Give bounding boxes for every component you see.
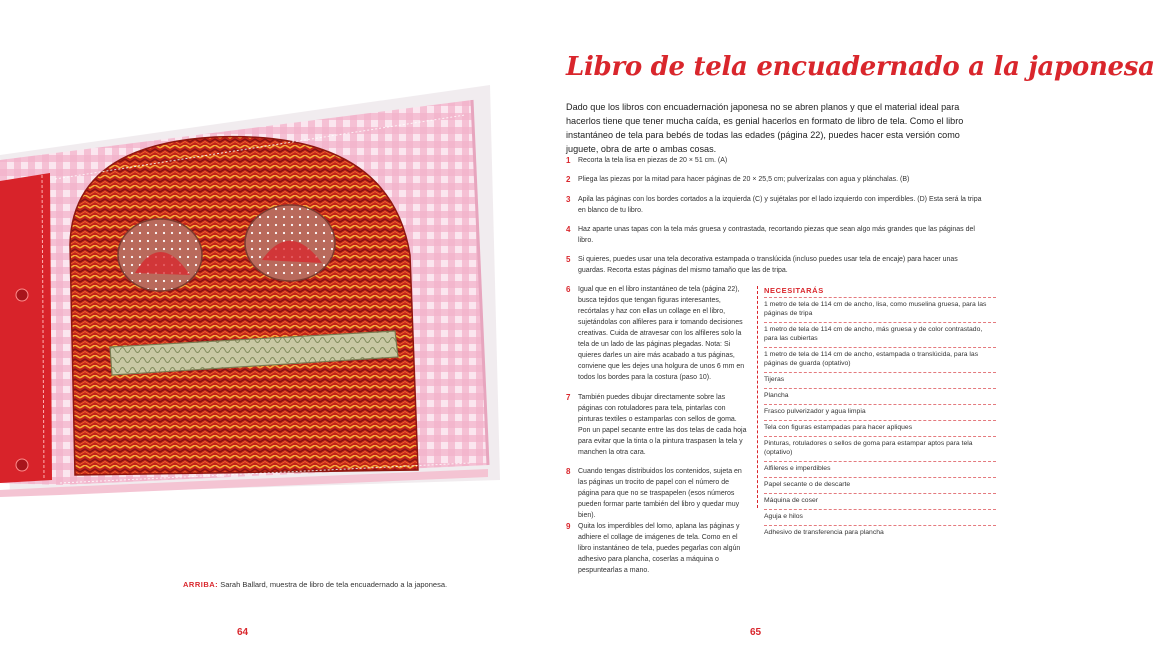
step-number: 7 (566, 393, 571, 402)
materials-item: Papel secante o de descarte (764, 477, 996, 493)
step-9 (566, 521, 751, 576)
step-1 (566, 155, 986, 166)
materials-item: Máquina de coser (764, 493, 996, 509)
right-page (500, 0, 1155, 670)
materials-item: Plancha (764, 388, 996, 404)
step-4 (566, 224, 986, 246)
step-3 (566, 194, 986, 216)
materials-item: 1 metro de tela de 114 cm de ancho, lisa, como muselina gruesa, para las páginas de tripa (764, 297, 996, 322)
materials-heading: NECESITARÁS (764, 286, 824, 295)
step-text: Cuando tengas distribuidos los contenidos, sujeta en las páginas un trocito de papel con el número de página para que no se traspapelen (esos números pueden formar parte también del libro y quedar muy bien). (578, 468, 742, 519)
step-5 (566, 254, 986, 276)
step-text: Igual que en el libro instantáneo de tela (página 22), busca tejidos que tengan figuras interesantes, recórtalas y haz con ellas un collage en el libro, sujetándolas con alfileres para ir tomando decisiones creativas. Cuida de atravesar con los alfileres solo la tela de un lado de las páginas plegadas. Nota: Si quieres darles un aire más acabado a tus páginas, conviene que les dejes una holgura de unos 6 mm en todos los bordes para la costura (paso 10). (578, 286, 745, 381)
step-number: 2 (566, 175, 571, 184)
materials-item: Pinturas, rotuladores o sellos de goma para estampar aptos para tela (optativo) (764, 436, 996, 461)
step-text: Recorta la tela lisa en piezas de 20 × 51 cm. (A) (578, 157, 728, 164)
materials-item: 1 metro de tela de 114 cm de ancho, estampada o translúcida, para las páginas de guarda (optativo) (764, 347, 996, 372)
step-text: También puedes dibujar directamente sobre las páginas con rotuladores para tela, pintarlas con pinturas textiles o estamparlas con sellos de goma. Pon un papel secante entre las dos telas de cada hoja para evitar que la tinta o la pintura traspasen la tela y manchen la otra cara. (578, 394, 747, 456)
step-text: Quita los imperdibles del lomo, aplana las páginas y adhiere el collage de imágenes de tela. Como en el libro instantáneo de tela, puedes pegarlas con algún adhesivo para plancha, coserlas a máquina o pespuntearlas a mano. (578, 523, 741, 574)
materials-item: Alfileres e imperdibles (764, 461, 996, 477)
step-text: Apila las páginas con los bordes cortados a la izquierda (C) y sujétalas por el lado izquierdo con imperdibles. (D) Esta será la tripa en blanco de tu libro. (578, 196, 982, 214)
step-2 (566, 174, 986, 185)
step-8 (566, 466, 751, 521)
step-number: 1 (566, 156, 571, 165)
materials-item: Tijeras (764, 372, 996, 388)
step-number: 5 (566, 255, 571, 264)
step-text: Si quieres, puedes usar una tela decorativa estampada o translúcida (incluso puedes usar tela de encaje) para hacer unas guardas. Recorta estas páginas del mismo tamaño que las de tripa. (578, 256, 958, 274)
materials-list (764, 286, 996, 541)
materials-item: Aguja e hilos (764, 509, 996, 525)
intro-paragraph: Dado que los libros con encuadernación japonesa no se abren planos y que el material ideal para hacerlos tiene que tener mucha caída, es genial hacerlos en formato de libro de tela. Como el libro instantáneo de tela para bebés de todas las edades (página 22), puedes hacer esta versión como juguete, obra de arte o ambas cosas. (566, 102, 964, 154)
caption-lead: ARRIBA: (183, 580, 219, 589)
step-number: 3 (566, 195, 571, 204)
step-number: 4 (566, 225, 571, 234)
step-number: 9 (566, 522, 571, 531)
page-title: Libro de tela encuadernado a la japonesa (566, 52, 1155, 82)
photo-caption (183, 580, 447, 589)
materials-item: 1 metro de tela de 114 cm de ancho, más gruesa y de color contrastado, para las cubiertas (764, 322, 996, 347)
page-number-right: 65 (750, 627, 762, 638)
step-7 (566, 392, 751, 458)
page-number-left: 64 (237, 627, 249, 638)
caption-text: Sarah Ballard, muestra de libro de tela encuadernado a la japonesa. (218, 580, 448, 589)
needs-divider (757, 286, 758, 508)
step-number: 8 (566, 467, 571, 476)
fabric-book-photo (0, 85, 500, 575)
step-6 (566, 284, 751, 383)
step-text: Pliega las piezas por la mitad para hacer páginas de 20 × 25,5 cm; pulverízalas con agua y plánchalas. (B) (578, 176, 910, 183)
step-number: 6 (566, 285, 571, 294)
materials-item: Tela con figuras estampadas para hacer apliques (764, 420, 996, 436)
materials-item: Frasco pulverizador y agua limpia (764, 404, 996, 420)
step-text: Haz aparte unas tapas con la tela más gruesa y contrastada, recortando piezas que sean algo más grandes que las páginas del libro. (578, 226, 975, 244)
left-page (0, 0, 500, 670)
materials-item: Adhesivo de transferencia para plancha (764, 525, 996, 541)
